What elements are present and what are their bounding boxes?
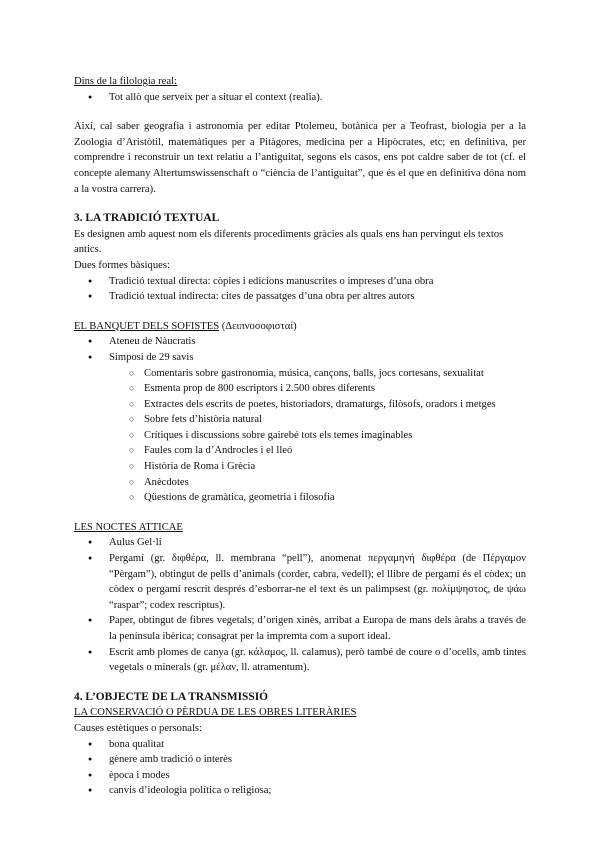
filologia-real-list [74, 90, 526, 106]
section-4-lead: Causes estètiques o personals: [74, 722, 202, 734]
list-item: ● gènere amb tradició o interès [74, 752, 526, 768]
sublist-item: ○ Anècdotes [74, 475, 526, 491]
sublist-item: ○ Faules com la d’Androcles i el lleó [74, 443, 526, 459]
section-3-intro: Es designen amb aquest nom els diferents procediments gràcies als quals ens han pervingut els textos antics. [74, 228, 504, 256]
list-item: ● bona qualitat [74, 737, 526, 753]
sublist-item: ○ Història de Roma i Grècia [74, 459, 526, 475]
sublist-item: ○ Extractes dels escrits de poetes, historiadors, dramaturgs, filòsofs, oradors i metges [74, 397, 526, 413]
list-item: ● Paper, obtingut de fibres vegetals; d’origen xinès, arribat a Europa de mans dels àrabs a través de la península ibèrica; consagrat per la impremta com a suport ideal. [74, 613, 526, 644]
section-3-title: 3. LA TRADICIÓ TEXTUAL [74, 212, 220, 225]
list-item: ● Tot allò que serveix per a situar el context (realia). [74, 90, 526, 106]
causes-list [74, 737, 526, 799]
document-page [74, 74, 526, 799]
section-3-lead: Dues formes bàsiques: [74, 259, 170, 271]
list-item: ● Ateneu de Nàucratis [74, 334, 526, 350]
list-item: ● època i modes [74, 768, 526, 784]
section-4-title: 4. L’OBJECTE DE LA TRANSMISSIÓ [74, 690, 269, 703]
banquet-heading-greek: (Δειπνοσοφισταί) [221, 320, 297, 332]
sublist-item: ○ Sobre fets d’història natural [74, 412, 526, 428]
list-item: ● Tradició textual directa: còpies i edicions manuscrites o impreses d’una obra [74, 274, 526, 290]
section-4-subtitle: LA CONSERVACIÓ O PÈRDUA DE LES OBRES LITERÀRIES [74, 707, 357, 719]
banquet-heading [74, 319, 526, 335]
tradicio-list [74, 274, 526, 305]
list-item: ● canvis d’ideologia política o religiosa; [74, 783, 526, 799]
noctes-list [74, 535, 526, 675]
noctes-heading: LES NOCTES ATTICAE [74, 521, 183, 533]
list-item: ● Simposi de 29 savis [74, 350, 526, 366]
list-item: ● Pergamí (gr. διφθέρα, ll. membrana “pell”), anomenat περγαμηνή διφθέρα (de Πέργαμον “Pèrgam”), obtingut de pells d’animals (corder, cabra, vedell); el llibre de pergamí és el còdex; un còdex o pergamí rescrit després d’esborrar-ne el text és un palimpsest (gr. πολίμψηστος, de ψάω “raspar”; codex rescriptus). [74, 551, 526, 613]
banquet-sublist [74, 366, 526, 506]
banquet-heading-title: EL BANQUET DELS SOFISTES [74, 320, 220, 332]
list-item: ● Aulus Gel·li [74, 535, 526, 551]
sublist-item: ○ Crítiques i discussions sobre gairebé tots els temes imaginables [74, 428, 526, 444]
list-item: ● Escrit amb plomes de canya (gr. κάλαμος, ll. calamus), però també de coure o d’ocells, amb tintes vegetals o minerals (gr. μέλαν, ll. atramentum). [74, 645, 526, 676]
filologia-real-paragraph: Així, cal saber geografia i astronomia per editar Ptolemeu, botànica per a Teofrast, biologia per a la Zoologia d’Aristòtil, matemàtiques per a Pitàgores, medicina per a Hipòcrates, etc; en definitiva, per comprendre i reconstruir un text relatiu a l’antiguitat, segons els casos, ens pot caldre saber de tot (cf. el concepte alemany Altertumswissenschaft o “ciència de l’antiguitat”, que és el que en definitiva dóna nom a la vostra carrera). [74, 121, 526, 195]
list-item: ● Tradició textual indirecta: cites de passatges d’una obra per altres autors [74, 289, 526, 305]
sublist-item: ○ Esmenta prop de 800 escriptors i 2.500 obres diferents [74, 381, 526, 397]
banquet-list [74, 334, 526, 365]
filologia-real-heading: Dins de la filologia real: [74, 76, 177, 87]
sublist-item: ○ Comentaris sobre gastronomia, música, cançons, balls, jocs cortesans, sexualitat [74, 366, 526, 382]
sublist-item: ○ Qüestions de gramàtica, geometria i filosofia [74, 490, 526, 506]
